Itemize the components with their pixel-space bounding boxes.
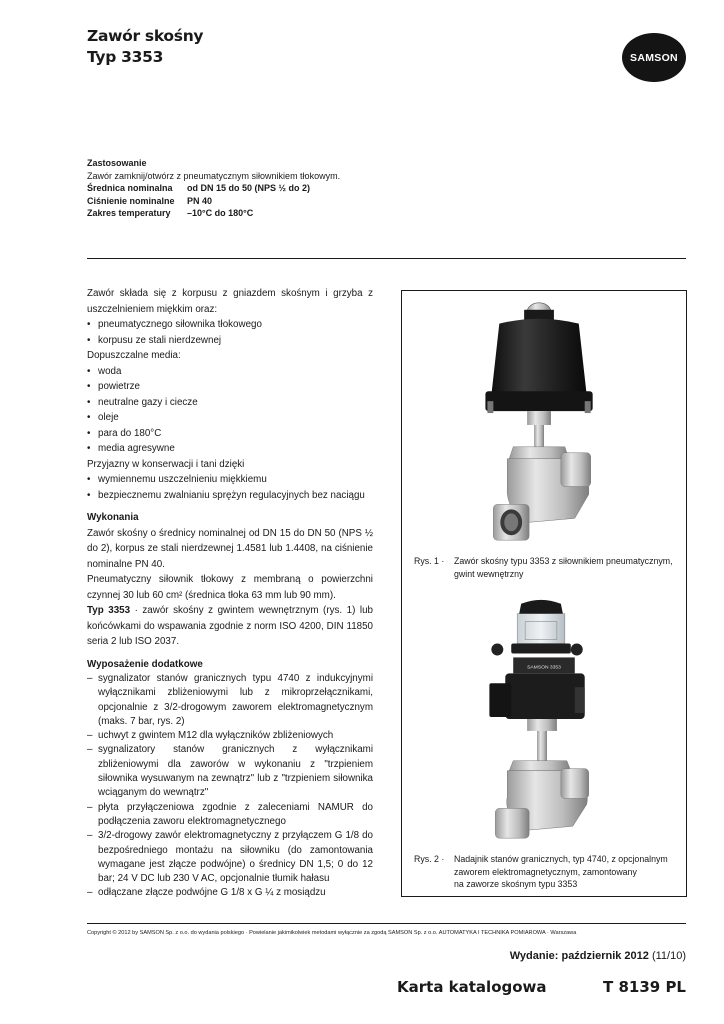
spec-label: Ciśnienie nominalne: [87, 195, 175, 206]
media-heading: Dopuszczalne media:: [87, 350, 181, 361]
edition-info: [510, 950, 686, 962]
figure-2-caption-line: na zaworze skośnym typu 3353: [454, 879, 578, 889]
list-item: • para do 180°C: [87, 426, 373, 442]
list-item: • bezpiecznemu zwalnianiu sprężyn regulacyjnych bez naciągu: [87, 488, 373, 504]
copyright-text: Copyright © 2012 by SAMSON Sp. z o.o. do wydania polskiego · Powielanie jakimikolwiek metodami wyłącznie za zgodą SAMSON Sp. z o.o. AUTOMATYKA I TECHNIKA POMIAROWA · Warszawa: [87, 930, 577, 936]
versions-paragraph-3: [87, 603, 373, 650]
versions-paragraph-2: Pneumatyczny siłownik tłokowy z membraną o powierzchni czynnej 30 lub 60 cm² (średnica tłoka 63 mm lub 90 mm).: [87, 574, 373, 601]
document-number: T 8139 PL: [603, 978, 686, 996]
figure-2-caption-line: Nadajnik stanów granicznych, typ 4740, z opcjonalnym: [454, 854, 668, 864]
figure-2-label: Rys. 2 ·: [414, 854, 445, 864]
edition-label: Wydanie: październik 2012: [509, 950, 649, 962]
title-line-1: Zawór skośny: [87, 27, 204, 45]
spec-row: [87, 207, 340, 220]
spec-value: PN 40: [187, 195, 213, 206]
spec-value: od DN 15 do 50 (NPS ½ do 2): [187, 183, 311, 193]
application-heading: Zastosowanie: [87, 158, 147, 168]
figure-2-module-text: SAMSON 3353: [527, 665, 561, 671]
logo-text: SAMSON: [630, 51, 678, 64]
description-column: [87, 286, 373, 901]
spec-row: [87, 195, 340, 208]
samson-logo: [622, 33, 686, 82]
type-label: Typ 3353: [87, 605, 131, 616]
accessory-item: – sygnalizatory stanów granicznych z wyłącznikami zbliżeniowymi dla zaworów w wykonaniu z "trzpieniem siłownika wysuwanym na zewnątrz" lub z "trzpieniem siłownika wciąganym do wewnątrz": [87, 743, 373, 800]
list-item: • pneumatycznego siłownika tłokowego: [87, 317, 373, 333]
versions-paragraph-1: Zawór skośny o średnicy nominalnej od DN 15 do DN 50 (NPS ½ do 2), korpus ze stali nierdzewnej 1.4581 lub 1.4408, na ciśnienie nominalne PN 40.: [87, 527, 373, 570]
spec-value: –10°C do 180°C: [187, 208, 254, 218]
document-footer: [397, 978, 686, 996]
accessory-item: – odłączane złącze podwójne G 1/8 x G ¼ z mosiądzu: [87, 886, 373, 900]
list-item: • media agresywne: [87, 441, 373, 457]
figures-box: [401, 290, 687, 897]
spec-row: [87, 182, 340, 195]
figure-1-caption-line: Zawór skośny typu 3353 z siłownikiem pneumatycznym,: [454, 556, 673, 566]
application-section: [87, 157, 340, 220]
figure-1-caption: [414, 555, 673, 580]
application-text: Zawór zamknij/otwórz z pneumatycznym siłownikiem tłokowym.: [87, 170, 341, 181]
footer-divider: [87, 923, 686, 924]
page-title: [87, 26, 203, 68]
list-item: • korpusu ze stali nierdzewnej: [87, 333, 373, 349]
friendly-heading: Przyjazny w konserwacji i tani dzięki: [87, 458, 245, 470]
list-item: • woda: [87, 364, 373, 380]
accessories-heading: Wyposażenie dodatkowe: [87, 658, 203, 670]
figure-1-valve-image: [402, 291, 686, 551]
intro-text: Zawór składa się z korpusu z gniazdem skośnym i grzyba z uszczelnieniem miękkim oraz:: [87, 288, 373, 315]
document-type: Karta katalogowa: [397, 978, 547, 996]
spec-label: Zakres temperatury: [87, 208, 171, 218]
list-item: • wymiennemu uszczelnieniu miękkiemu: [87, 472, 373, 488]
versions-heading: Wykonania: [87, 512, 139, 523]
figure-1-caption-line: gwint wewnętrzny: [454, 568, 524, 579]
accessory-item: – sygnalizator stanów granicznych typu 4740 z indukcyjnymi wyłącznikami zbliżeniowymi lub z mikroprzełącznikami, opcjonalnie z 3/2-drogowym zaworem elektromagnetycznym (maks. 7 bar, rys. 2): [87, 672, 373, 729]
figure-2-caption-line: zaworem elektromagnetycznym, zamontowany: [454, 866, 637, 877]
figure-2-caption: [414, 853, 668, 891]
accessory-item: – uchwyt z gwintem M12 dla wyłączników zbliżeniowych: [87, 729, 373, 743]
title-line-2: Typ 3353: [87, 48, 164, 66]
section-divider: [87, 258, 686, 259]
edition-code: (11/10): [648, 950, 686, 962]
accessory-item: – płyta przyłączeniowa zgodnie z zaleceniami NAMUR do podłączenia zaworu elektromagnetycznego: [87, 801, 373, 830]
figure-2-valve-image: [402, 591, 686, 847]
list-item: • powietrze: [87, 379, 373, 395]
accessory-item: – 3/2-drogowy zawór elektromagnetyczny z przyłączem G 1/8 do bezpośredniego montażu na siłowniku (do zamontowania wymagane jest złącze podwójne) o średnicy DN 1,5; 0 do 12 bar; 24 V DC lub 230 V AC, opcjonalnie tłumik hałasu: [87, 829, 373, 886]
list-item: • oleje: [87, 410, 373, 426]
figure-1-label: Rys. 1 ·: [414, 556, 445, 566]
spec-label: Średnica nominalna: [87, 183, 173, 193]
type-description: · zawór skośny z gwintem wewnętrznym (rys. 1) lub końcówkami do wspawania zgodnie z norm ISO 4200, DIN 11850 seria 2 lub ISO 2037.: [87, 605, 373, 647]
list-item: • neutralne gazy i ciecze: [87, 395, 373, 411]
